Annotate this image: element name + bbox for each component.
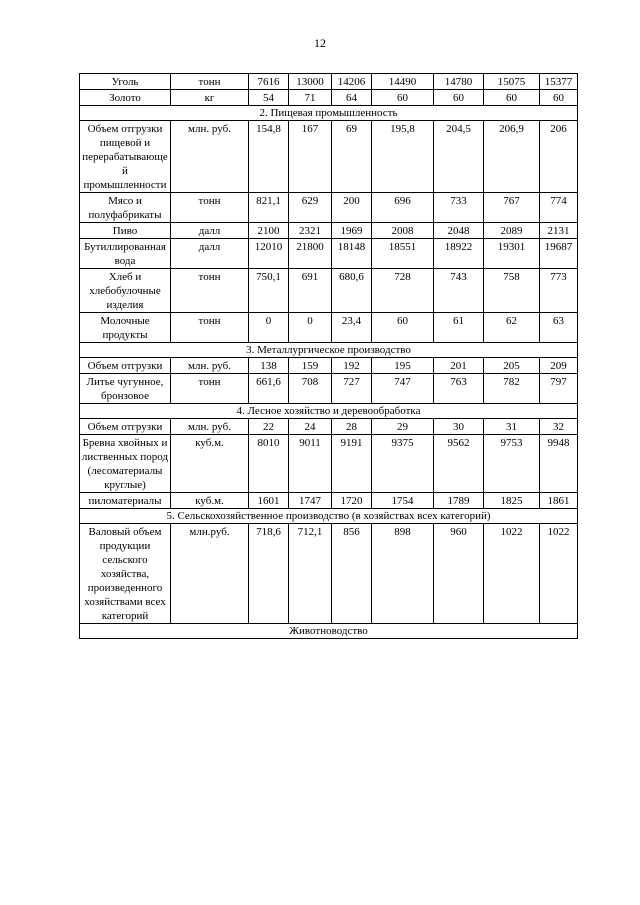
value-cell: 30 <box>434 419 484 435</box>
value-cell: 960 <box>434 524 484 624</box>
value-cell: 2100 <box>249 223 289 239</box>
indicator-name: пиломатериалы <box>80 493 171 509</box>
value-cell: 1747 <box>289 493 332 509</box>
value-cell: 9948 <box>540 435 578 493</box>
unit-cell: тонн <box>171 313 249 343</box>
value-cell: 28 <box>332 419 372 435</box>
value-cell: 204,5 <box>434 121 484 193</box>
value-cell: 13000 <box>289 74 332 90</box>
indicator-name: Уголь <box>80 74 171 90</box>
value-cell: 154,8 <box>249 121 289 193</box>
value-cell: 14206 <box>332 74 372 90</box>
table-row <box>80 74 578 90</box>
value-cell: 71 <box>289 90 332 106</box>
value-cell: 1969 <box>332 223 372 239</box>
unit-cell: млн.руб. <box>171 524 249 624</box>
value-cell: 2131 <box>540 223 578 239</box>
value-cell: 195,8 <box>372 121 434 193</box>
value-cell: 192 <box>332 358 372 374</box>
value-cell: 14490 <box>372 74 434 90</box>
unit-cell: далл <box>171 239 249 269</box>
value-cell: 29 <box>372 419 434 435</box>
table-row <box>80 269 578 313</box>
unit-cell: куб.м. <box>171 435 249 493</box>
table-row <box>80 193 578 223</box>
section-title: 3. Металлургическое производство <box>80 343 578 358</box>
value-cell: 195 <box>372 358 434 374</box>
value-cell: 200 <box>332 193 372 223</box>
section-header-row <box>80 343 578 358</box>
indicator-name: Бутиллированная вода <box>80 239 171 269</box>
value-cell: 733 <box>434 193 484 223</box>
value-cell: 727 <box>332 374 372 404</box>
value-cell: 18148 <box>332 239 372 269</box>
value-cell: 1720 <box>332 493 372 509</box>
section-header-row <box>80 404 578 419</box>
unit-cell: млн. руб. <box>171 419 249 435</box>
value-cell: 19301 <box>484 239 540 269</box>
value-cell: 629 <box>289 193 332 223</box>
unit-cell: тонн <box>171 374 249 404</box>
indicator-name: Литье чугунное, бронзовое <box>80 374 171 404</box>
unit-cell: тонн <box>171 193 249 223</box>
value-cell: 2048 <box>434 223 484 239</box>
value-cell: 69 <box>332 121 372 193</box>
value-cell: 15377 <box>540 74 578 90</box>
table-row <box>80 239 578 269</box>
value-cell: 7616 <box>249 74 289 90</box>
value-cell: 1825 <box>484 493 540 509</box>
page-number: 12 <box>314 36 326 50</box>
value-cell: 9562 <box>434 435 484 493</box>
value-cell: 9375 <box>372 435 434 493</box>
value-cell: 1022 <box>484 524 540 624</box>
value-cell: 773 <box>540 269 578 313</box>
table-row <box>80 524 578 624</box>
value-cell: 1789 <box>434 493 484 509</box>
value-cell: 708 <box>289 374 332 404</box>
table-row <box>80 90 578 106</box>
value-cell: 60 <box>540 90 578 106</box>
value-cell: 898 <box>372 524 434 624</box>
indicator-name: Валовый объем продукции сельского хозяйства, произведенного хозяйствами всех категорий <box>80 524 171 624</box>
value-cell: 2321 <box>289 223 332 239</box>
table-row <box>80 121 578 193</box>
value-cell: 18922 <box>434 239 484 269</box>
value-cell: 821,1 <box>249 193 289 223</box>
value-cell: 9753 <box>484 435 540 493</box>
value-cell: 19687 <box>540 239 578 269</box>
value-cell: 680,6 <box>332 269 372 313</box>
indicator-name: Бревна хвойных и лиственных пород (лесоматериалы круглые) <box>80 435 171 493</box>
section-header-row <box>80 106 578 121</box>
value-cell: 201 <box>434 358 484 374</box>
section-header-row <box>80 509 578 524</box>
indicator-name: Объем отгрузки пищевой и перерабатывающей промышленности <box>80 121 171 193</box>
unit-cell: тонн <box>171 74 249 90</box>
table-row <box>80 493 578 509</box>
section-title: 2. Пищевая промышленность <box>80 106 578 121</box>
value-cell: 2089 <box>484 223 540 239</box>
value-cell: 743 <box>434 269 484 313</box>
indicator-name: Золото <box>80 90 171 106</box>
value-cell: 782 <box>484 374 540 404</box>
value-cell: 750,1 <box>249 269 289 313</box>
indicator-name: Хлеб и хлебобулочные изделия <box>80 269 171 313</box>
table-body <box>80 74 578 639</box>
value-cell: 12010 <box>249 239 289 269</box>
value-cell: 62 <box>484 313 540 343</box>
value-cell: 206,9 <box>484 121 540 193</box>
value-cell: 31 <box>484 419 540 435</box>
indicator-name: Объем отгрузки <box>80 419 171 435</box>
table-row <box>80 374 578 404</box>
value-cell: 728 <box>372 269 434 313</box>
unit-cell: кг <box>171 90 249 106</box>
indicators-table <box>79 73 578 639</box>
value-cell: 0 <box>249 313 289 343</box>
indicator-name: Мясо и полуфабрикаты <box>80 193 171 223</box>
value-cell: 60 <box>372 90 434 106</box>
value-cell: 696 <box>372 193 434 223</box>
value-cell: 712,1 <box>289 524 332 624</box>
value-cell: 14780 <box>434 74 484 90</box>
value-cell: 64 <box>332 90 372 106</box>
value-cell: 138 <box>249 358 289 374</box>
value-cell: 205 <box>484 358 540 374</box>
value-cell: 1022 <box>540 524 578 624</box>
value-cell: 60 <box>484 90 540 106</box>
table-row <box>80 358 578 374</box>
value-cell: 0 <box>289 313 332 343</box>
section-header-row <box>80 624 578 639</box>
value-cell: 167 <box>289 121 332 193</box>
table-row <box>80 419 578 435</box>
value-cell: 63 <box>540 313 578 343</box>
value-cell: 1861 <box>540 493 578 509</box>
value-cell: 23,4 <box>332 313 372 343</box>
value-cell: 32 <box>540 419 578 435</box>
value-cell: 21800 <box>289 239 332 269</box>
value-cell: 2008 <box>372 223 434 239</box>
indicator-name: Пиво <box>80 223 171 239</box>
table-row <box>80 435 578 493</box>
value-cell: 767 <box>484 193 540 223</box>
value-cell: 747 <box>372 374 434 404</box>
value-cell: 758 <box>484 269 540 313</box>
value-cell: 661,6 <box>249 374 289 404</box>
value-cell: 206 <box>540 121 578 193</box>
unit-cell: тонн <box>171 269 249 313</box>
table-row <box>80 223 578 239</box>
value-cell: 15075 <box>484 74 540 90</box>
section-title: 4. Лесное хозяйство и деревообработка <box>80 404 578 419</box>
value-cell: 1601 <box>249 493 289 509</box>
unit-cell: куб.м. <box>171 493 249 509</box>
value-cell: 60 <box>372 313 434 343</box>
section-title: Животноводство <box>80 624 578 639</box>
value-cell: 54 <box>249 90 289 106</box>
value-cell: 24 <box>289 419 332 435</box>
value-cell: 22 <box>249 419 289 435</box>
indicator-name: Молочные продукты <box>80 313 171 343</box>
value-cell: 9191 <box>332 435 372 493</box>
indicator-name: Объем отгрузки <box>80 358 171 374</box>
value-cell: 856 <box>332 524 372 624</box>
value-cell: 9011 <box>289 435 332 493</box>
section-title: 5. Сельскохозяйственное производство (в хозяйствах всех категорий) <box>80 509 578 524</box>
value-cell: 1754 <box>372 493 434 509</box>
value-cell: 691 <box>289 269 332 313</box>
value-cell: 763 <box>434 374 484 404</box>
value-cell: 797 <box>540 374 578 404</box>
value-cell: 159 <box>289 358 332 374</box>
value-cell: 209 <box>540 358 578 374</box>
value-cell: 774 <box>540 193 578 223</box>
unit-cell: млн. руб. <box>171 358 249 374</box>
unit-cell: далл <box>171 223 249 239</box>
value-cell: 8010 <box>249 435 289 493</box>
value-cell: 61 <box>434 313 484 343</box>
unit-cell: млн. руб. <box>171 121 249 193</box>
value-cell: 718,6 <box>249 524 289 624</box>
value-cell: 18551 <box>372 239 434 269</box>
value-cell: 60 <box>434 90 484 106</box>
table-row <box>80 313 578 343</box>
